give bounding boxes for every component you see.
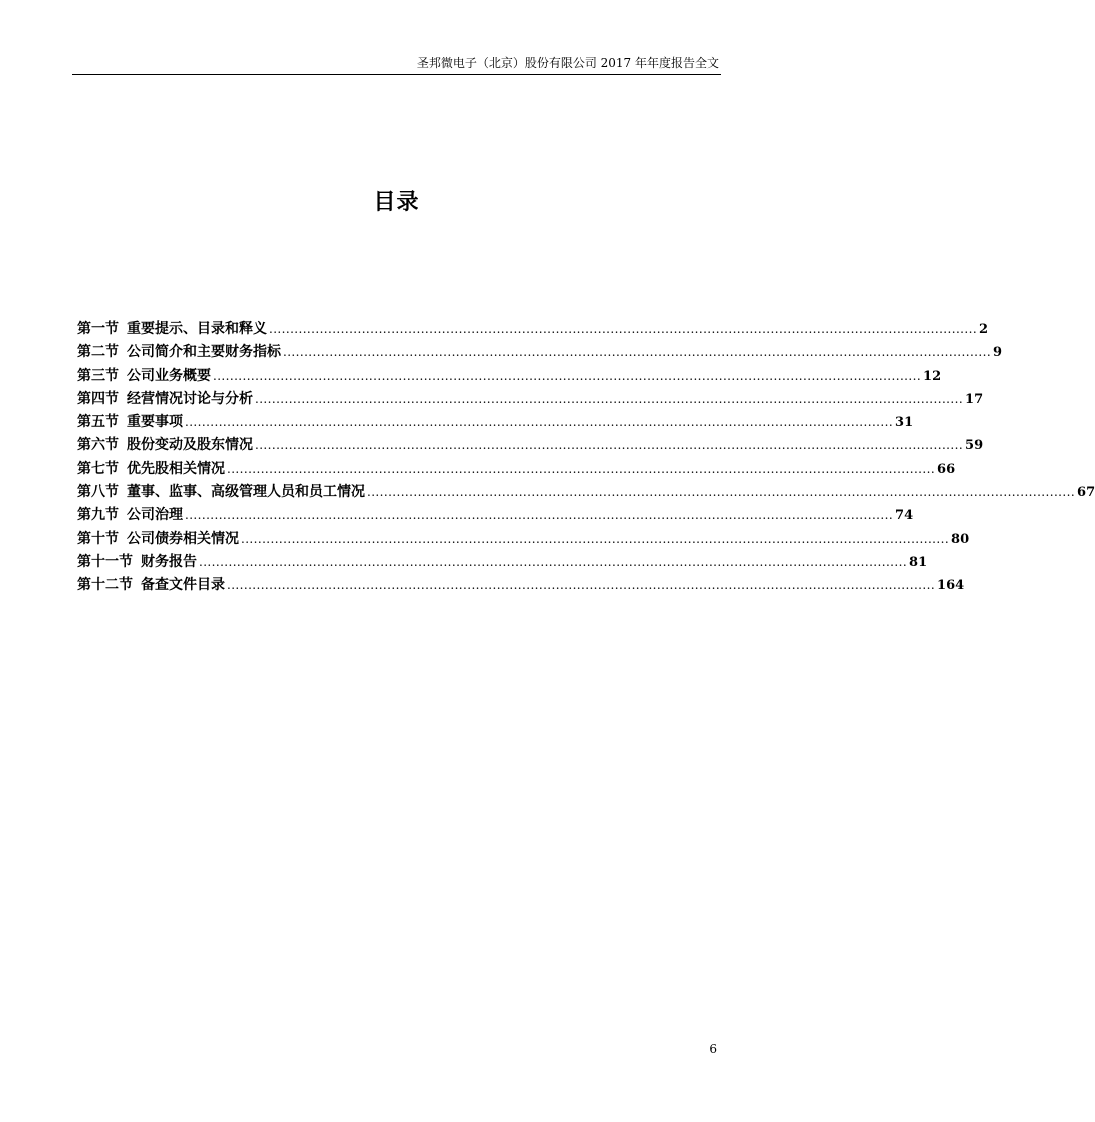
toc-entry[interactable] bbox=[77, 388, 984, 411]
toc-entry[interactable] bbox=[77, 341, 1003, 364]
header-text: 圣邦微电子（北京）股份有限公司 2017 年年度报告全文 bbox=[416, 56, 719, 70]
toc-section-number: 第七节 bbox=[77, 460, 119, 477]
toc-page-number: 81 bbox=[909, 554, 928, 570]
toc-entry[interactable] bbox=[77, 365, 942, 388]
toc-page-number: 2 bbox=[979, 322, 989, 337]
toc-section-number: 第六节 bbox=[77, 437, 119, 454]
toc-section-title: 董事、监事、高级管理人员和员工情况 bbox=[127, 484, 365, 501]
toc-section-number: 第三节 bbox=[77, 367, 119, 384]
toc-leader-dots: ........................................................................................................................................................................ bbox=[255, 391, 964, 406]
toc-entry[interactable] bbox=[77, 528, 970, 551]
toc-entry[interactable] bbox=[77, 318, 989, 341]
toc-page-number: 9 bbox=[993, 345, 1003, 361]
page-number: 6 bbox=[709, 1042, 717, 1056]
toc-section-title: 公司债券相关情况 bbox=[127, 530, 239, 547]
toc-page-number: 17 bbox=[965, 391, 984, 407]
toc-leader-dots: ........................................................................................................................................................................ bbox=[213, 368, 922, 383]
toc-leader-dots: ........................................................................................................................................................................ bbox=[283, 345, 992, 360]
toc-section-number: 第二节 bbox=[77, 344, 119, 361]
toc-section-number: 第八节 bbox=[77, 484, 119, 501]
toc-title: 目录 bbox=[373, 190, 420, 215]
toc-section-title: 财务报告 bbox=[141, 553, 197, 570]
toc-entry[interactable] bbox=[77, 411, 914, 434]
toc-entry[interactable] bbox=[77, 458, 956, 481]
toc-leader-dots: ........................................................................................................................................................................ bbox=[241, 531, 950, 546]
toc-leader-dots: ........................................................................................................................................................................ bbox=[255, 438, 964, 453]
toc-section-title: 优先股相关情况 bbox=[127, 460, 225, 477]
toc-page-number: 12 bbox=[923, 368, 942, 384]
toc-section-title: 公司业务概要 bbox=[127, 367, 211, 384]
toc-section-number: 第五节 bbox=[77, 414, 119, 431]
toc-leader-dots: ........................................................................................................................................................................ bbox=[199, 554, 908, 569]
toc-leader-dots: ........................................................................................................................................................................ bbox=[367, 485, 1076, 500]
toc-section-title: 备查文件目录 bbox=[141, 577, 225, 594]
toc-leader-dots: ........................................................................................................................................................................ bbox=[185, 415, 894, 430]
toc-entry[interactable] bbox=[77, 574, 965, 597]
table-of-contents bbox=[77, 318, 1095, 598]
toc-entry[interactable] bbox=[77, 551, 928, 574]
toc-page-number: 66 bbox=[937, 461, 956, 477]
toc-entry[interactable] bbox=[77, 434, 984, 457]
toc-page-number: 67 bbox=[1077, 485, 1095, 501]
toc-page-number: 31 bbox=[895, 415, 914, 431]
toc-page-number: 80 bbox=[951, 531, 970, 547]
page-header bbox=[72, 56, 721, 75]
toc-section-title: 股份变动及股东情况 bbox=[127, 437, 253, 454]
toc-section-number: 第九节 bbox=[77, 507, 119, 524]
toc-section-number: 第十一节 bbox=[77, 553, 133, 570]
toc-page-number: 164 bbox=[937, 578, 965, 594]
toc-page-number: 74 bbox=[895, 508, 914, 524]
toc-section-number: 第四节 bbox=[77, 390, 119, 407]
toc-section-title: 公司简介和主要财务指标 bbox=[127, 344, 281, 361]
toc-entry[interactable] bbox=[77, 504, 914, 527]
toc-leader-dots: ........................................................................................................................................................................ bbox=[227, 461, 936, 476]
toc-leader-dots: ........................................................................................................................................................................ bbox=[185, 508, 894, 523]
toc-section-title: 公司治理 bbox=[127, 507, 183, 524]
toc-section-title: 重要提示、目录和释义 bbox=[127, 321, 267, 337]
toc-section-number: 第十节 bbox=[77, 530, 119, 547]
toc-section-number: 第十二节 bbox=[77, 577, 133, 594]
toc-page-number: 59 bbox=[965, 438, 984, 454]
toc-section-title: 重要事项 bbox=[127, 414, 183, 431]
toc-leader-dots: ........................................................................................................................................................................ bbox=[269, 322, 978, 336]
toc-entry[interactable] bbox=[77, 481, 1095, 504]
toc-section-number: 第一节 bbox=[77, 321, 119, 337]
toc-leader-dots: ........................................................................................................................................................................ bbox=[227, 578, 936, 593]
toc-section-title: 经营情况讨论与分析 bbox=[127, 390, 253, 407]
